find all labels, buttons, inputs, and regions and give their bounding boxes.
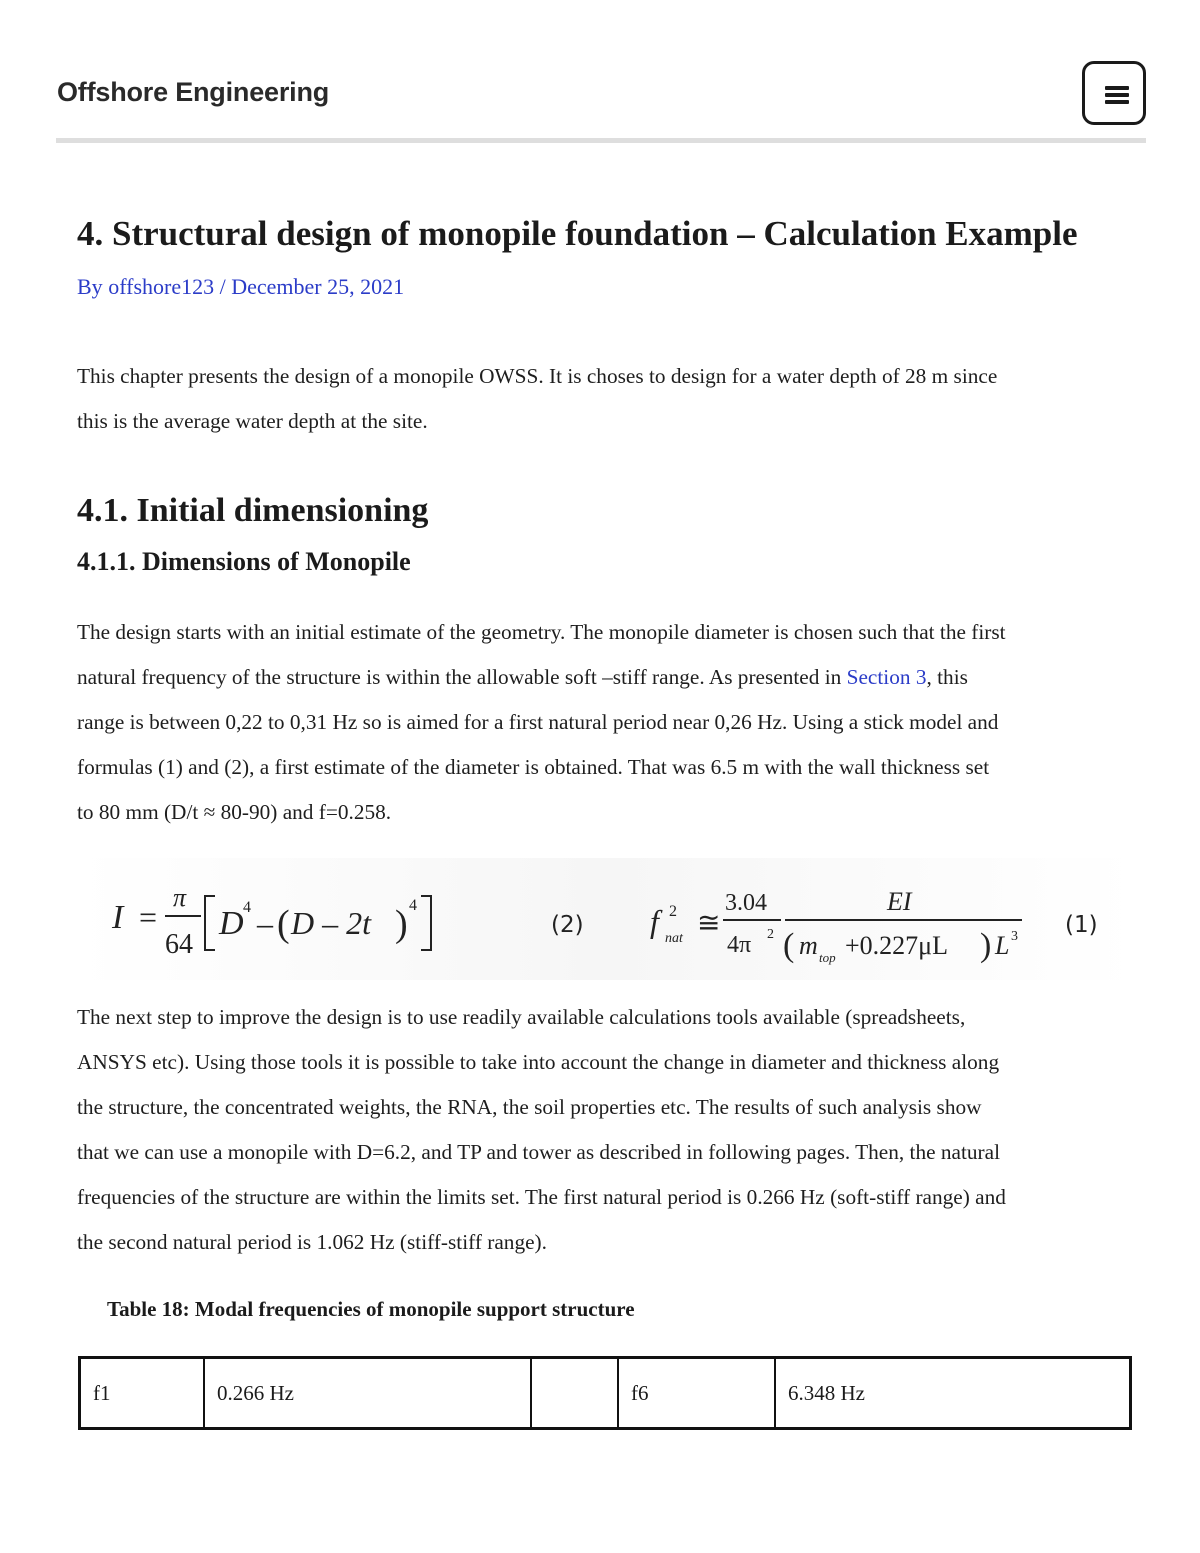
meta-separator: / [219, 274, 226, 299]
formula-svg [77, 858, 1137, 980]
eq1-m: m [799, 931, 818, 960]
eq1-EI: EI [887, 887, 912, 916]
post-date: December 25, 2021 [231, 274, 405, 299]
eq1-L: L [995, 931, 1010, 960]
eq1-top: top [819, 950, 836, 965]
table-caption: Table 18: Modal frequencies of monopile support structure [107, 1297, 635, 1321]
eq1-plus: +0.227μL [845, 931, 948, 960]
table-cell: f6 [618, 1358, 775, 1429]
eq2-paren: D – 2t [291, 905, 371, 941]
eq1-4pi: 4π [727, 932, 752, 958]
eq2-equals: = [139, 899, 158, 935]
eq1-f: f [650, 903, 659, 939]
subsection-heading: 4.1.1. Dimensions of Monopile [77, 547, 411, 576]
site-header [56, 58, 1146, 143]
author-link[interactable]: By offshore123 [77, 274, 215, 299]
eq1-304: 3.04 [725, 890, 767, 916]
eq1-sup2b: 2 [767, 927, 774, 942]
svg-text:(: ( [783, 927, 795, 964]
intro-paragraph: This chapter presents the design of a monopile OWSS. It is choses to design for a water depth of 28 m since this is the average water depth at the site. [77, 364, 998, 433]
svg-text:4: 4 [409, 897, 417, 914]
eq1-nat: nat [665, 931, 683, 946]
section-3-link[interactable]: Section 3 [846, 665, 927, 689]
site-title[interactable]: Offshore Engineering [57, 77, 330, 107]
eq2-sup4a: 4 [243, 899, 251, 916]
section-heading: 4.1. Initial dimensioning [77, 492, 429, 529]
eq2-D: D [219, 905, 244, 942]
table-row [80, 1358, 1131, 1429]
frequency-table [78, 1356, 1132, 1430]
eq2-pi: π [173, 883, 187, 912]
eq2-number: (2) [551, 912, 584, 938]
post-meta [77, 274, 404, 300]
svg-text:): ) [395, 903, 408, 945]
eq1-sup2: 2 [669, 903, 677, 920]
svg-text:(: ( [277, 903, 290, 945]
table-cell [531, 1358, 618, 1429]
eq1-approx: ≅ [697, 908, 721, 939]
svg-text:): ) [980, 927, 992, 964]
table-cell: 6.348 Hz [775, 1358, 1131, 1429]
eq2-64: 64 [165, 929, 193, 960]
analysis-paragraph: The next step to improve the design is to use readily available calculations tools available (spreadsheets, ANSYS etc). Using those tools it is possible to take into account the change in diameter and thickness along the structure, the concentrated weights, the RNA, the soil properties etc. The results of such analysis show that we can use a monopile with D=6.2, and TP and tower as described in following pages. Then, the natural frequencies of the structure are within the limits set. The first natural period is 0.266 Hz (soft-stiff range) and the second natural period is 1.062 Hz (stiff-stiff range). [77, 1005, 1006, 1254]
page-title: 4. Structural design of monopile foundation – Calculation Example [77, 214, 1078, 253]
table-cell: 0.266 Hz [204, 1358, 531, 1429]
eq2-lhs: I [112, 899, 124, 936]
hamburger-menu-icon [1105, 86, 1129, 103]
formula-image [77, 858, 1137, 980]
menu-button[interactable] [1082, 61, 1146, 125]
table-cell: f1 [80, 1358, 205, 1429]
eq1-sup3: 3 [1011, 929, 1018, 944]
design-paragraph: The design starts with an initial estimate of the geometry. The monopile diameter is chosen such that the first natural frequency of the structure is within the allowable soft –stiff range. As presented in Section 3, this range is between 0,22 to 0,31 Hz so is aimed for a first natural period near 0,26 Hz. Using a stick model and formulas (1) and (2), a first estimate of the diameter is obtained. That was 6.5 m with the wall thickness set to 80 mm (D/t ≈ 80-90) and f=0.258. [77, 620, 1006, 824]
eq1-number: (1) [1065, 912, 1098, 938]
eq2-minus: – [257, 905, 273, 941]
